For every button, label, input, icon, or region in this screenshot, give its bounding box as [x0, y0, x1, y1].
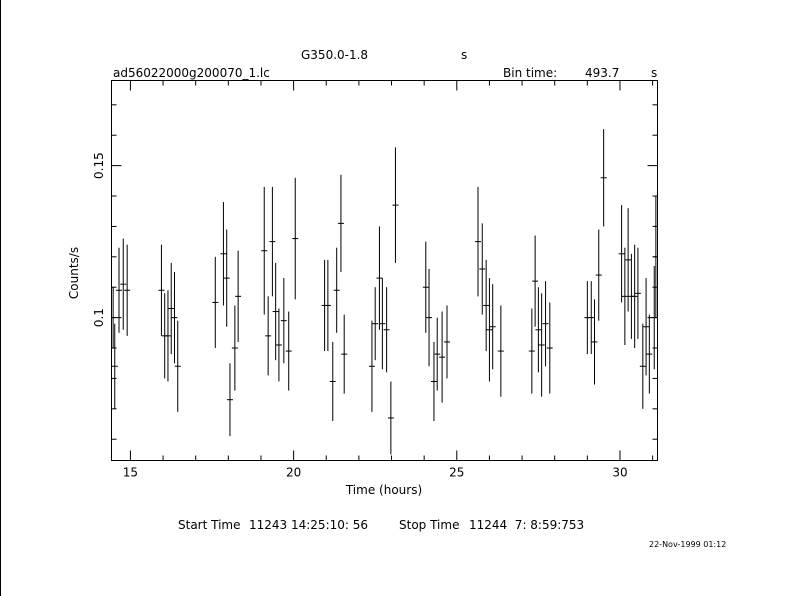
data-point — [116, 248, 122, 333]
data-point — [483, 260, 489, 351]
data-point — [220, 202, 226, 305]
data-point — [372, 287, 378, 360]
data-point — [175, 321, 181, 412]
stop-time-label: Stop Time — [399, 518, 460, 532]
tick-labels — [92, 152, 628, 479]
data-point — [269, 187, 275, 296]
start-time-value: 11243 14:25:10: 56 — [249, 518, 369, 532]
bin-time-unit: s — [651, 66, 658, 80]
data-point — [479, 223, 485, 314]
data-point — [486, 278, 492, 381]
axis-ticks — [112, 81, 658, 461]
data-point — [539, 293, 545, 396]
data-point — [529, 309, 535, 394]
data-point — [158, 245, 164, 336]
data-point — [120, 239, 126, 330]
data-point — [235, 251, 241, 342]
data-points — [112, 129, 658, 454]
x-tick-label: 20 — [285, 465, 302, 480]
data-point — [273, 263, 279, 360]
data-point — [543, 281, 549, 366]
data-point — [640, 324, 646, 409]
object-name: G350.0-1.8 — [301, 48, 369, 62]
bin-time-value: 493.7 — [585, 66, 620, 80]
data-point — [261, 187, 267, 315]
y-tick-label: 0.15 — [92, 152, 106, 179]
data-point — [426, 269, 432, 366]
data-point — [281, 278, 287, 363]
data-point — [224, 229, 230, 326]
data-point — [232, 305, 238, 390]
data-point — [165, 290, 171, 381]
data-point — [643, 278, 649, 375]
y-tick-label: 0.1 — [92, 308, 106, 328]
data-point — [330, 342, 336, 421]
start-time-label: Start Time — [178, 518, 241, 532]
data-point — [592, 299, 598, 384]
data-point — [376, 226, 382, 329]
data-point — [535, 287, 541, 372]
data-point — [341, 315, 347, 394]
data-point — [124, 245, 130, 336]
data-point — [588, 281, 594, 354]
data-point — [439, 312, 445, 403]
data-point — [227, 363, 233, 436]
data-point — [475, 187, 481, 296]
data-point — [265, 296, 271, 375]
data-point — [171, 272, 177, 363]
data-point — [632, 245, 638, 348]
data-point — [379, 278, 385, 369]
filename: ad56022000g200070_1.lc — [113, 66, 270, 80]
data-point — [601, 129, 607, 226]
data-point — [619, 205, 625, 302]
data-point — [498, 305, 504, 396]
data-point — [490, 284, 496, 369]
plot-frame — [112, 81, 658, 461]
stop-time-value: 11244 7: 8:59:753 — [469, 518, 585, 532]
data-point — [596, 229, 602, 320]
x-tick-label: 30 — [612, 465, 628, 480]
data-point — [622, 248, 628, 345]
data-point — [292, 178, 298, 300]
data-point — [384, 287, 390, 372]
data-point — [168, 263, 174, 354]
data-point — [338, 175, 344, 272]
bin-time-label: Bin time: — [503, 66, 558, 80]
x-tick-label: 25 — [449, 465, 465, 480]
data-point — [325, 260, 331, 351]
data-point — [434, 318, 440, 391]
data-point — [423, 242, 429, 333]
date-stamp: 22-Nov-1999 01:12 — [649, 540, 727, 549]
data-point — [635, 248, 641, 339]
data-point — [286, 312, 292, 391]
data-point — [532, 236, 538, 327]
x-axis-label: Time (hours) — [345, 483, 423, 497]
data-point — [444, 305, 450, 378]
data-point — [388, 381, 394, 454]
data-point — [547, 302, 553, 393]
x-tick-label: 15 — [122, 465, 139, 480]
y-axis-label: Counts/s — [67, 246, 81, 300]
data-point — [392, 147, 398, 263]
data-point — [369, 321, 375, 412]
data-point — [276, 309, 282, 382]
data-point — [334, 248, 340, 333]
data-point — [212, 257, 218, 348]
object-unit: s — [461, 48, 468, 62]
